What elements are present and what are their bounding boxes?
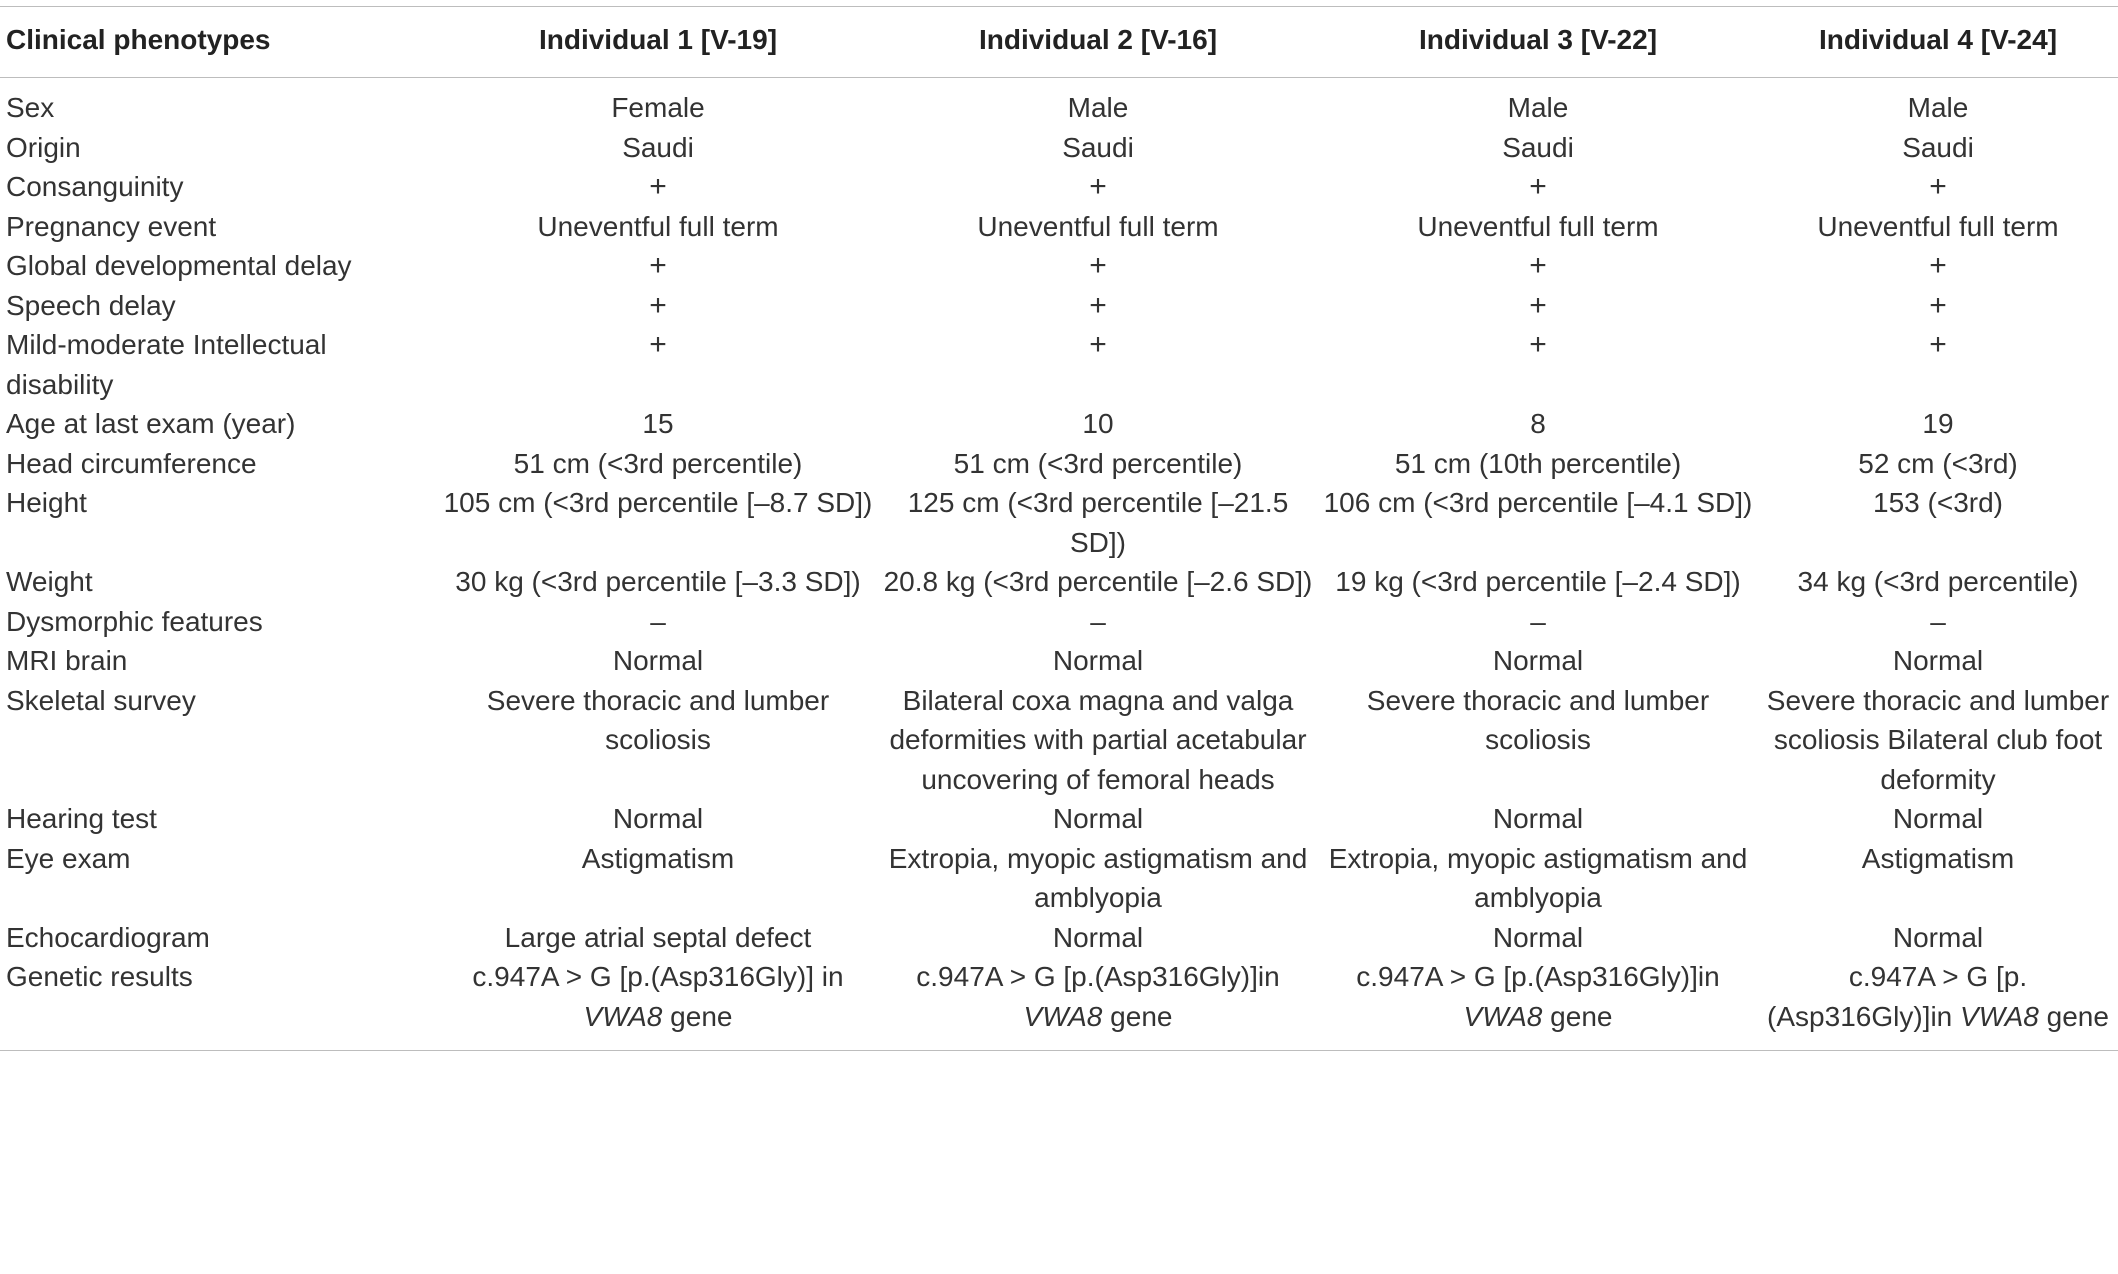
- table-cell: Male: [1067, 92, 1129, 123]
- table-row: [0, 444, 2118, 484]
- table-cell: Normal: [1892, 921, 1984, 953]
- gene-name: VWA8: [1960, 1000, 2039, 1032]
- table-cell: Extropia, myopic astigmatism and amblyopia: [888, 842, 1308, 913]
- plus-mark: +: [649, 170, 667, 203]
- table-cell: Bilateral coxa magna and valga deformities with partial acetabular uncovering of femoral heads: [889, 684, 1307, 795]
- table-cell: Normal: [1892, 645, 1984, 676]
- plus-mark: +: [1089, 249, 1107, 282]
- table-cell: [1758, 167, 2118, 207]
- table-cell: [438, 246, 878, 286]
- table-cell: [438, 286, 878, 326]
- table-cell: Severe thoracic and lumber scoliosis: [486, 684, 830, 755]
- table-cell: 10: [1082, 408, 1114, 439]
- row-label: Sex: [6, 92, 55, 123]
- table-cell: Astigmatism: [1861, 842, 2015, 874]
- table-cell: 19 kg (<3rd percentile [–2.4 SD]): [1335, 566, 1741, 597]
- table-cell: Uneventful full term: [1417, 210, 1659, 242]
- table-cell: Saudi: [622, 131, 694, 163]
- plus-mark: +: [1929, 170, 1947, 203]
- table-cell: 8: [1530, 408, 1546, 439]
- plus-mark: +: [1529, 249, 1547, 282]
- header-individual-2: Individual 2 [V-16]: [878, 7, 1318, 78]
- variant-text: c.947A > G [p.(Asp316Gly)]in: [916, 961, 1280, 992]
- row-label: Head circumference: [6, 447, 257, 479]
- table-row: [0, 325, 2118, 404]
- table-cell: 105 cm (<3rd percentile [–8.7 SD]): [443, 487, 873, 518]
- table-cell: Uneventful full term: [977, 210, 1219, 242]
- table-cell: [878, 957, 1318, 1051]
- row-label: Consanguinity: [6, 171, 184, 202]
- table-row: [0, 918, 2118, 958]
- table-cell: Normal: [1052, 803, 1144, 834]
- table-cell: Male: [1507, 92, 1569, 123]
- header-clinical-phenotypes: Clinical phenotypes: [0, 7, 438, 78]
- table-cell: Saudi: [1062, 131, 1134, 163]
- table-cell: 30 kg (<3rd percentile [–3.3 SD]): [455, 566, 861, 597]
- gene-name: VWA8: [1463, 1000, 1543, 1032]
- row-label: Echocardiogram: [6, 921, 210, 953]
- gene-suffix: gene: [662, 1000, 733, 1032]
- row-label: Hearing test: [6, 803, 157, 834]
- table-cell: [1318, 325, 1758, 404]
- table-cell: Normal: [1492, 645, 1584, 676]
- row-label: Mild-moderate Intellectual disability: [6, 329, 327, 400]
- header-individual-4: Individual 4 [V-24]: [1758, 7, 2118, 78]
- table-cell: Normal: [612, 803, 704, 834]
- row-label: Speech delay: [6, 289, 176, 321]
- table-row: [0, 286, 2118, 326]
- table-cell: [1758, 325, 2118, 404]
- row-label: Global developmental delay: [6, 250, 352, 281]
- table-row: [0, 839, 2118, 918]
- table-row: [0, 167, 2118, 207]
- table-cell: 51 cm (<3rd percentile): [953, 447, 1243, 479]
- table-row: [0, 602, 2118, 642]
- table-cell: [878, 325, 1318, 404]
- table-cell: [438, 325, 878, 404]
- table-cell: [1318, 167, 1758, 207]
- table-cell: [1758, 246, 2118, 286]
- table-cell: [878, 246, 1318, 286]
- table-cell: 19: [1922, 408, 1954, 439]
- table-row: [0, 483, 2118, 562]
- table-row: [0, 207, 2118, 247]
- table-cell: [438, 167, 878, 207]
- table-cell: [1758, 286, 2118, 326]
- table-cell: 51 cm (10th percentile): [1394, 447, 1682, 479]
- table-cell: [878, 167, 1318, 207]
- plus-mark: +: [649, 328, 667, 361]
- table-cell: Normal: [1052, 921, 1144, 953]
- table-cell: Normal: [1892, 803, 1984, 834]
- table-cell: 52 cm (<3rd): [1858, 447, 2018, 479]
- table-row: [0, 78, 2118, 128]
- table-cell: –: [650, 605, 666, 637]
- clinical-phenotypes-table: [0, 6, 2118, 1051]
- table-cell: 125 cm (<3rd percentile [–21.5 SD]): [907, 487, 1289, 558]
- table-cell: Saudi: [1902, 131, 1974, 163]
- row-label: MRI brain: [6, 645, 128, 676]
- plus-mark: +: [1929, 249, 1947, 282]
- table-cell: [1318, 246, 1758, 286]
- row-label: Skeletal survey: [6, 684, 196, 716]
- table-cell: Normal: [1052, 645, 1144, 676]
- table-row: [0, 681, 2118, 800]
- table-cell: Saudi: [1502, 131, 1574, 163]
- plus-mark: +: [1529, 328, 1547, 361]
- gene-suffix: gene: [1102, 1000, 1173, 1032]
- table-cell: Uneventful full term: [537, 210, 779, 242]
- table-cell: –: [1530, 605, 1546, 637]
- table-cell: Uneventful full term: [1817, 210, 2059, 242]
- table-cell: Normal: [612, 645, 704, 676]
- header-individual-3: Individual 3 [V-22]: [1318, 7, 1758, 78]
- plus-mark: +: [1929, 288, 1947, 322]
- table-row: [0, 957, 2118, 1051]
- table-cell: 20.8 kg (<3rd percentile [–2.6 SD]): [883, 566, 1313, 597]
- table-cell: Normal: [1492, 803, 1584, 834]
- plus-mark: +: [1929, 328, 1947, 361]
- table-cell: Severe thoracic and lumber scoliosis: [1366, 684, 1710, 755]
- table-cell: Severe thoracic and lumber scoliosis Bilateral club foot deformity: [1766, 684, 2110, 795]
- table-cell: Male: [1907, 92, 1969, 123]
- table-cell: 106 cm (<3rd percentile [–4.1 SD]): [1323, 487, 1753, 518]
- header-individual-1: Individual 1 [V-19]: [438, 7, 878, 78]
- row-label: Age at last exam (year): [6, 408, 296, 439]
- table-body: [0, 78, 2118, 1051]
- table-cell: Extropia, myopic astigmatism and amblyopia: [1328, 842, 1748, 913]
- gene-suffix: gene: [1542, 1000, 1613, 1032]
- row-label: Pregnancy event: [6, 210, 217, 242]
- table-cell: [1758, 957, 2118, 1051]
- gene-suffix: gene: [2038, 1000, 2109, 1032]
- header-row: [0, 7, 2118, 78]
- plus-mark: +: [1089, 288, 1107, 322]
- table-cell: [1318, 286, 1758, 326]
- table-cell: [438, 957, 878, 1051]
- plus-mark: +: [1529, 170, 1547, 203]
- row-label: Eye exam: [6, 842, 131, 874]
- table-row: [0, 641, 2118, 681]
- row-label: Weight: [6, 566, 93, 597]
- table-cell: 15: [642, 408, 674, 439]
- table-cell: 34 kg (<3rd percentile): [1797, 566, 2079, 597]
- plus-mark: +: [1529, 288, 1547, 322]
- row-label: Height: [6, 487, 87, 518]
- row-label: Origin: [6, 131, 81, 163]
- plus-mark: +: [649, 288, 667, 322]
- table-row: [0, 799, 2118, 839]
- row-label: Genetic results: [0, 957, 438, 1051]
- table-cell: –: [1930, 605, 1946, 637]
- table-cell: 51 cm (<3rd percentile): [513, 447, 803, 479]
- table-row: [0, 246, 2118, 286]
- table-cell: Normal: [1492, 921, 1584, 953]
- table-cell: [1318, 957, 1758, 1051]
- table-cell: Female: [611, 92, 705, 123]
- table-cell: Large atrial septal defect: [504, 921, 812, 953]
- variant-text: c.947A > G [p.(Asp316Gly)]in: [1767, 961, 2028, 1032]
- table-row: [0, 404, 2118, 444]
- table-cell: 153 (<3rd): [1873, 487, 2003, 518]
- row-label: Dysmorphic features: [6, 605, 263, 637]
- plus-mark: +: [649, 249, 667, 282]
- table-cell: [878, 286, 1318, 326]
- table-cell: –: [1090, 605, 1106, 637]
- variant-text: c.947A > G [p.(Asp316Gly)]in: [1356, 961, 1720, 992]
- variant-text: c.947A > G [p.(Asp316Gly)] in: [472, 961, 844, 992]
- gene-name: VWA8: [583, 1000, 663, 1032]
- plus-mark: +: [1089, 170, 1107, 203]
- table-row: [0, 562, 2118, 602]
- gene-name: VWA8: [1023, 1000, 1103, 1032]
- plus-mark: +: [1089, 328, 1107, 361]
- table-cell: Astigmatism: [581, 842, 735, 874]
- table-row: [0, 128, 2118, 168]
